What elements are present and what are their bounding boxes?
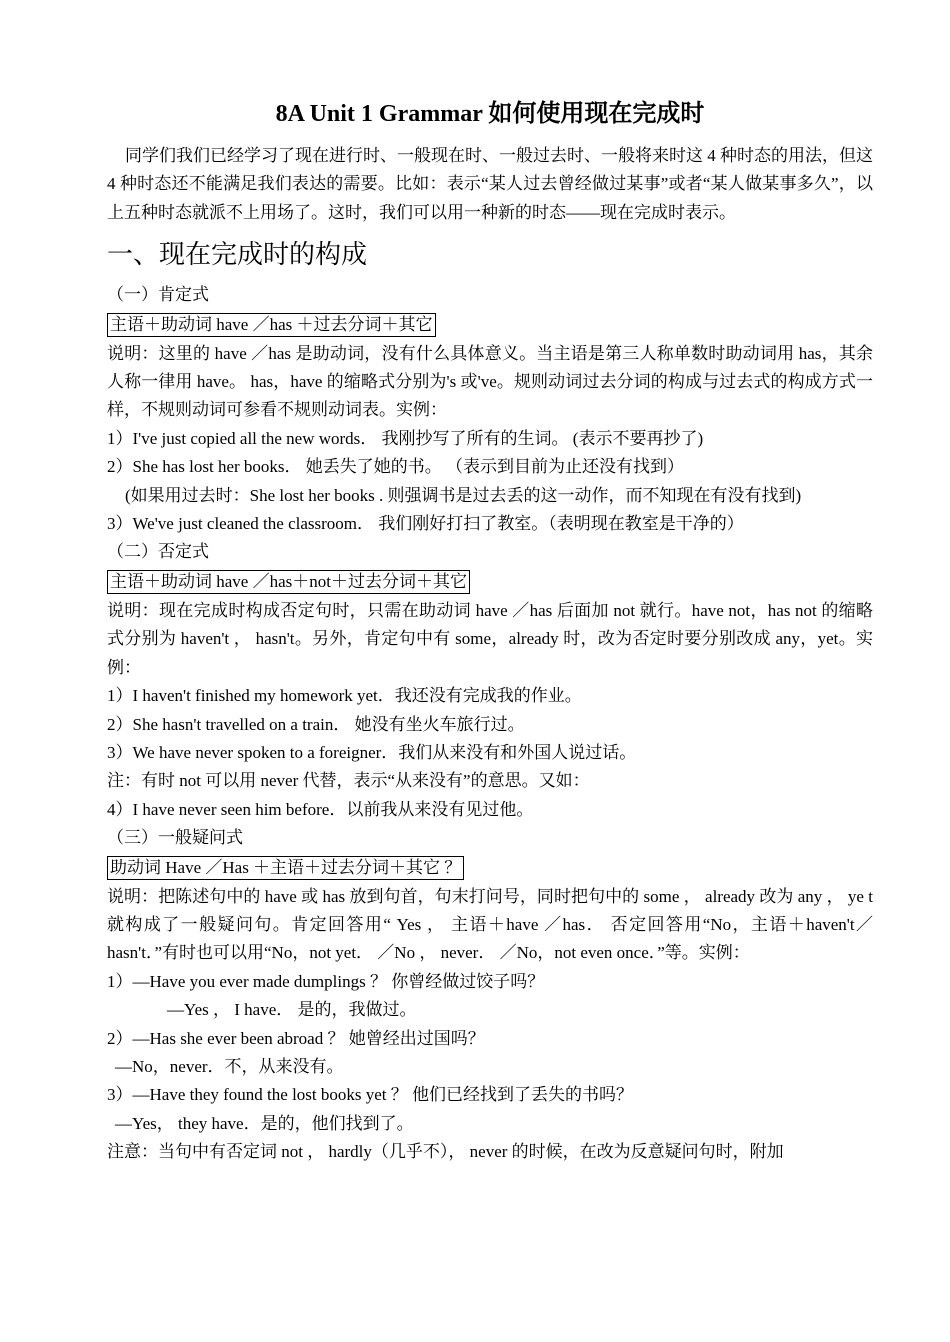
question-formula: 助动词 Have ／Has ＋主语＋过去分词＋其它 ？ — [107, 856, 464, 880]
affirmative-explanation: 说明：这里的 have ／has 是助动词，没有什么具体意义。当主语是第三人称单数时助动词用 has，其余人称一律用 have。 has，have 的缩略式分别为's 或've。规则动词过去分词的构成与过去式的构成方式一样，不规则动词可参看不规则动词表。实例： — [107, 343, 873, 420]
affirmative-label: （一）肯定式 — [107, 285, 209, 305]
section-heading: 一、现在完成时的构成 — [107, 240, 368, 270]
question-note: 注意：当句中有否定词 not ， hardly（几乎不）， never 的时候，在改为反意疑问句时，附加 — [107, 1142, 784, 1162]
affirmative-formula: 主语＋助动词 have ／has ＋过去分词＋其它 — [107, 313, 436, 337]
question-example-1-q: 1）—Have you ever made dumplings ？ 你曾经做过饺子吗？ — [107, 971, 545, 991]
question-example-2-q: 2）—Has she ever been abroad ？ 她曾经出过国吗？ — [107, 1028, 485, 1048]
negative-formula: 主语＋助动词 have ／has＋not＋过去分词＋其它 — [107, 570, 470, 594]
document-title: 8A Unit 1 Grammar 如何使用现在完成时 — [275, 101, 705, 127]
negative-label: （二）否定式 — [107, 542, 209, 562]
negative-example-1: 1）I haven't finished my homework yet．我还没有完成我的作业。 — [107, 686, 582, 706]
document-page — [107, 96, 873, 1167]
affirmative-example-2: 2）She has lost her books． 她丢失了她的书。 （表示到目前为止还没有找到） — [107, 457, 685, 477]
negative-explanation: 说明：现在完成时构成否定句时，只需在助动词 have ／has 后面加 not 就行。have not，has not 的缩略式分别为 haven't ， hasn't。另外，肯定句中有 some，already 时，改为否定时要分别改成 any，yet。实例： — [107, 600, 873, 677]
question-example-3-q: 3）—Have they found the lost books yet ？ 他们已经找到了丢失的书吗？ — [107, 1085, 634, 1105]
question-example-2-a: —No，never．不，从来没有。 — [115, 1056, 344, 1076]
question-label: （三）一般疑问式 — [107, 828, 243, 848]
affirmative-example-2-note: (如果用过去时：She lost her books . 则强调书是过去丢的这一动作，而不知现在有没有找到) — [125, 485, 802, 505]
intro-paragraph: 同学们我们已经学习了现在进行时、一般现在时、一般过去时、一般将来时这 4 种时态的用法，但这 4 种时态还不能满足我们表达的需要。比如：表示“某人过去曾经做过某事”或者“某人做某事多久”，以上五种时态就派不上用场了。这时，我们可以用一种新的时态——现在完成时表示。 — [107, 146, 873, 222]
negative-example-2: 2）She hasn't travelled on a train． 她没有坐火车旅行过。 — [107, 714, 525, 734]
question-example-1-a: —Yes ， I have． 是的，我做过。 — [167, 1000, 417, 1020]
negative-example-4: 4）I have never seen him before．以前我从来没有见过他。 — [107, 799, 534, 819]
negative-example-3: 3）We have never spoken to a foreigner．我们从来没有和外国人说过话。 — [107, 742, 637, 762]
question-example-3-a: —Yes， they have．是的，他们找到了。 — [115, 1113, 414, 1133]
question-explanation: 说明：把陈述句中的 have 或 has 放到句首，句末打问号，同时把句中的 some ， already 改为 any ， ye t 就构成了一般疑问句。肯定回答用“ Yes ， 主语＋have ／has． 否定回答用“No，主语＋haven't／hasn't．”有时也可以用“No，not yet． ／No ， never． ／No，not even once．”等。实例： — [107, 886, 873, 963]
negative-note: 注：有时 not 可以用 never 代替，表示“从来没有”的意思。又如： — [107, 771, 590, 791]
affirmative-example-3: 3）We've just cleaned the classroom． 我们刚好打扫了教室。（表明现在教室是干净的） — [107, 514, 744, 534]
affirmative-example-1: 1）I've just copied all the new words． 我刚抄写了所有的生词。 (表示不要再抄了) — [107, 428, 704, 448]
